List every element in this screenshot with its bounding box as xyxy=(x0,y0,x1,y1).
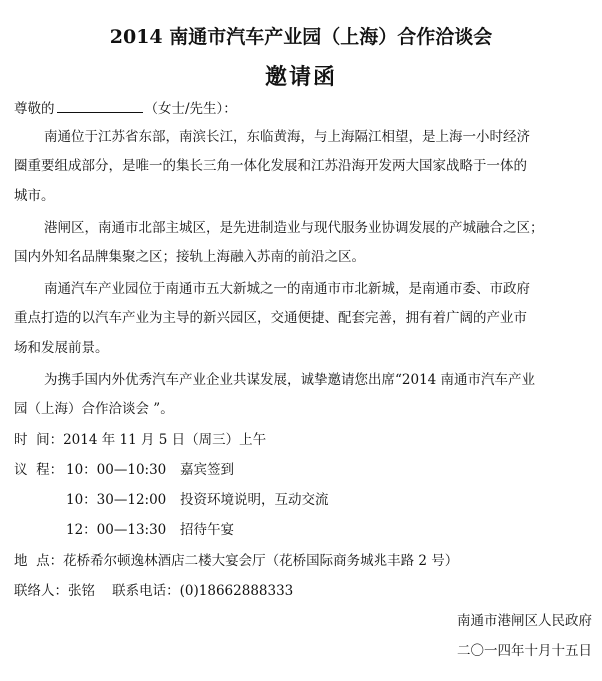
location-line: 地 点：花桥希尔顿逸林酒店二楼大宴会厅（花桥国际商务城兆丰路 2 号） xyxy=(14,553,459,569)
salutation xyxy=(14,98,237,119)
paragraph-2-line-1: 港闸区，南通市北部主城区，是先进制造业与现代服务业协调发展的产城融合之区； xyxy=(44,220,544,236)
paragraph-4-line-1: 为携手国内外优秀汽车产业企业共谋发展，诚挚邀请您出席“2014 南通市汽车产业 xyxy=(44,372,536,388)
time-line: 时 间：2014 年 11 月 5 日（周三）上午 xyxy=(14,432,267,448)
salutation-suffix: （女士/先生）： xyxy=(144,101,237,117)
salutation-prefix: 尊敬的 xyxy=(14,101,55,117)
agenda-item-1-event: 嘉宾签到 xyxy=(180,462,234,478)
agenda-item-2-time: 10：30—12:00 xyxy=(66,492,167,508)
paragraph-3-line-1: 南通汽车产业园位于南通市五大新城之一的南通市市北新城，是南通市委、市政府 xyxy=(44,281,530,297)
paragraph-1-line-2: 圈重要组成部分，是唯一的集长三角一体化发展和江苏沿海开发两大国家战略于一体的 xyxy=(14,158,527,174)
agenda-item-1-time: 10：00—10:30 xyxy=(66,462,167,478)
agenda-item-3-event: 招待午宴 xyxy=(180,522,234,538)
agenda-label: 议 程： xyxy=(14,462,64,478)
agenda-item-2-event: 投资环境说明，互动交流 xyxy=(180,492,329,508)
paragraph-3-line-3: 场和发展前景。 xyxy=(14,340,109,356)
paragraph-1-line-3: 城市。 xyxy=(14,188,55,204)
agenda-item-3-time: 12：00—13:30 xyxy=(66,522,167,538)
name-blank xyxy=(57,98,143,113)
paragraph-3-line-2: 重点打造的以汽车产业为主导的新兴园区，交通便捷、配套完善，拥有着广阔的产业市 xyxy=(14,310,527,326)
signature-org: 南通市港闸区人民政府 xyxy=(457,613,592,629)
paragraph-2-line-2: 国内外知名品牌集聚之区；接轨上海融入苏南的前沿之区。 xyxy=(14,249,365,265)
document-subtitle: 邀请函 xyxy=(264,64,337,90)
document-title: 2014 南通市汽车产业园（上海）合作洽谈会 xyxy=(109,26,493,48)
contact-line: 联络人：张铭 联系电话：(0)18662888333 xyxy=(14,583,294,599)
signature-date: 二〇一四年十月十五日 xyxy=(457,643,592,659)
paragraph-4-line-2: 园（上海）合作洽谈会 ”。 xyxy=(14,401,174,417)
paragraph-1-line-1: 南通位于江苏省东部，南滨长江，东临黄海，与上海隔江相望，是上海一小时经济 xyxy=(44,129,530,145)
